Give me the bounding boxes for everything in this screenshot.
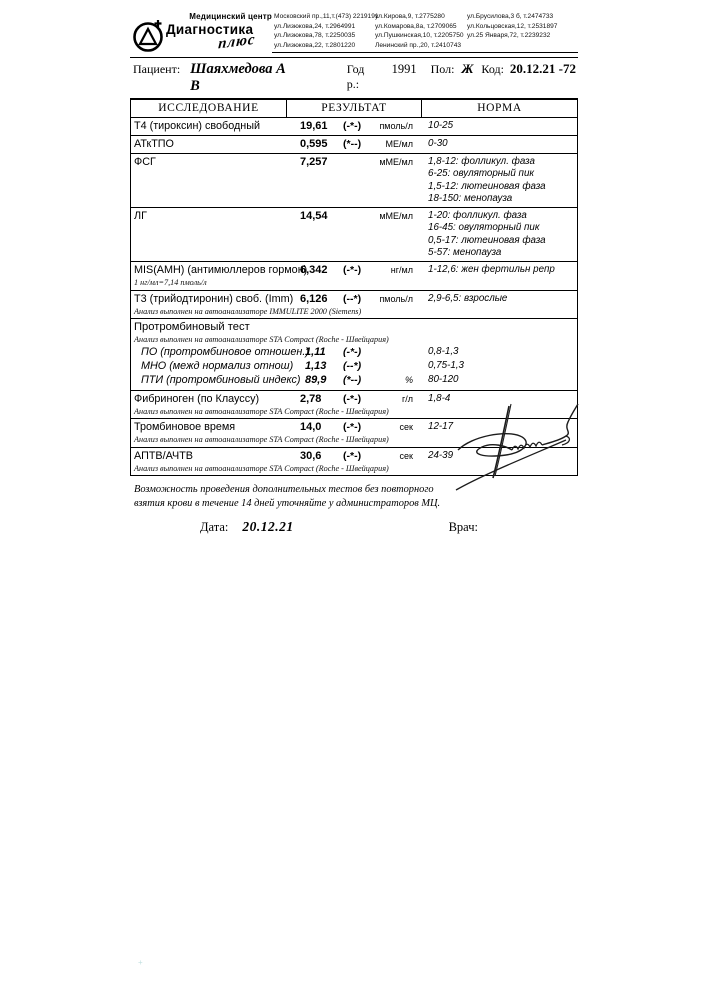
- results-table-header: [131, 100, 577, 118]
- patient-name: Шаяхмедова А В: [190, 61, 286, 94]
- norm-range: 5-57: менопауза: [428, 247, 502, 259]
- norm-range: 0,75-1,3: [428, 359, 464, 371]
- footer-notice-line1: Возможность проведения дополнительных тестов без повторного: [134, 484, 434, 496]
- norm-range: 1,5-12: лютеиновая фаза: [428, 180, 546, 192]
- table-row: [131, 208, 577, 262]
- norm-range: 1-20: фолликул. фаза: [428, 210, 527, 222]
- birth-year-label: Год р.:: [346, 62, 365, 91]
- result-value: 1,13: [305, 359, 327, 372]
- result-indicator: (-*-): [343, 449, 362, 462]
- norm-range: 6-25: овуляторный пик: [428, 168, 535, 180]
- test-name: МНО (межд нормализ отнош): [141, 359, 294, 372]
- clinic-address: ул.Лизюкова,78, т.2250035: [274, 32, 356, 39]
- norm-ranges: [413, 293, 574, 305]
- test-group-name: Протромбиновый тест: [134, 321, 250, 334]
- result-unit: пмоль/л: [379, 293, 413, 304]
- clinic-address: ул.Брусилова,3 б, т.2474733: [467, 13, 554, 20]
- test-name: ЛГ: [134, 210, 147, 223]
- result-indicator: (-*-): [343, 392, 362, 405]
- result-unit: мМЕ/мл: [379, 157, 413, 167]
- result-unit: мМЕ/мл: [379, 211, 413, 222]
- norm-ranges: [413, 346, 574, 358]
- clinic-logo-icon: [132, 16, 168, 54]
- table-row: [131, 136, 577, 154]
- date-value: 20.12.21: [242, 519, 294, 535]
- analyzer-note: Анализ выполнен на автоанализаторе STA Compact (Roche - Швейцария): [134, 435, 389, 445]
- test-name: Т4 (тироксин) свободный: [134, 120, 261, 132]
- result-value: 14,0: [300, 421, 322, 434]
- clinic-address: ул.Лизюкова,24, т.2964991: [274, 22, 356, 30]
- test-line: [134, 346, 574, 359]
- norm-ranges: [413, 210, 574, 259]
- table-row: [131, 154, 577, 208]
- norm-range: 0-30: [428, 138, 448, 149]
- test-line: [134, 374, 574, 387]
- result-unit: нг/мл: [390, 265, 413, 276]
- patient-row: [130, 58, 578, 98]
- sex-value: Ж: [461, 61, 474, 76]
- result-indicator: (-*-): [343, 421, 362, 434]
- result-unit: сек: [399, 450, 413, 461]
- report-content: [130, 10, 578, 535]
- test-name: ПТИ (протромбиновый индекс): [141, 373, 301, 386]
- test-name: Фибриноген (по Клауссу): [134, 392, 260, 405]
- stray-scan-mark: +: [138, 958, 143, 967]
- table-row: [131, 319, 577, 391]
- result-unit: г/л: [401, 393, 413, 404]
- norm-range: 16-45: овуляторный пик: [428, 222, 540, 234]
- clinic-name: Диагностика: [166, 22, 254, 37]
- result-value: 0,595: [300, 138, 328, 150]
- result-value: 1,11: [305, 345, 326, 358]
- clinic-address: ул.Пушкинская,10, т.2205750: [375, 32, 464, 39]
- norm-ranges: [413, 374, 574, 386]
- result-value: 6,126: [300, 292, 328, 305]
- norm-ranges: [413, 120, 574, 132]
- test-line: [134, 293, 574, 306]
- result-indicator: (--*): [343, 292, 362, 305]
- birth-year-value: 1991: [391, 62, 417, 76]
- test-name: Тромбиновое время: [134, 421, 236, 434]
- clinic-address-grid: [274, 12, 578, 50]
- clinic-name-script: плюс: [217, 31, 257, 53]
- clinic-logo-text: [166, 12, 272, 53]
- test-line: [134, 210, 574, 259]
- analyzer-note: Анализ выполнен на автоанализаторе IMMULITE 2000 (Siemens): [134, 306, 362, 316]
- table-row: [131, 262, 577, 291]
- clinic-address: [467, 41, 578, 51]
- analyzer-note: Анализ выполнен на автоанализаторе STA Compact (Roche - Швейцария): [134, 406, 389, 416]
- date-doctor-row: [130, 519, 578, 535]
- test-line: [134, 360, 574, 373]
- analyzer-note: Анализ выполнен на автоанализаторе STA Compact (Roche - Швейцария): [134, 463, 389, 473]
- norm-range: 24-39: [428, 449, 454, 461]
- norm-range: 1-12,6: жен фертильн репр: [428, 264, 555, 276]
- code-value: 20.12.21 -72: [509, 61, 576, 76]
- result-value: 6,342: [300, 264, 328, 277]
- clinic-address: ул.Комарова,8а, т.2709065: [375, 22, 457, 30]
- analyzer-note: Анализ выполнен на автоанализаторе STA Compact (Roche - Швейцария): [134, 335, 389, 345]
- result-value: 89,9: [305, 373, 327, 386]
- result-indicator: (--*): [343, 359, 362, 372]
- result-unit: МЕ/мл: [385, 139, 413, 149]
- norm-ranges: [413, 156, 574, 205]
- result-indicator: (-*-): [343, 264, 362, 277]
- date-label: Дата:: [200, 520, 229, 535]
- table-row: [131, 118, 577, 136]
- clinic-address: ул.Кольцовская,12, т.2531897: [467, 22, 558, 30]
- test-subrows: [134, 346, 574, 387]
- result-value: 2,78: [300, 392, 322, 405]
- norm-range: 1,8-12: фолликул. фаза: [428, 156, 535, 167]
- analyzer-note: 1 нг/мл=7,14 пмоль/л: [134, 278, 207, 288]
- norm-range: 18-150: менопауза: [428, 192, 513, 204]
- test-line: [134, 264, 574, 277]
- test-line: [134, 156, 574, 205]
- code-label: Код:: [481, 62, 504, 76]
- result-unit: пмоль/л: [379, 121, 413, 131]
- table-row: [131, 291, 577, 320]
- test-name: MIS(AMH) (антимюллеров гормон): [134, 264, 308, 277]
- clinic-address: ул.Лизюкова,22, т.2801220: [274, 41, 356, 49]
- test-name: АТкТПО: [134, 138, 174, 150]
- test-name: ПО (протромбиновое отношен.): [141, 345, 309, 358]
- norm-ranges: [413, 264, 574, 276]
- test-name: АПТВ/АЧТВ: [134, 449, 193, 462]
- test-name: Т3 (трийодтиронин) своб. (Imm): [134, 292, 294, 305]
- result-value: 30,6: [300, 449, 322, 462]
- result-value: 14,54: [300, 210, 328, 223]
- clinic-address: ул.25 Января,72, т.2239232: [467, 32, 551, 39]
- clinic-type-label: Медицинский центр: [189, 12, 272, 21]
- test-line: [134, 120, 574, 133]
- norm-ranges: [413, 138, 574, 150]
- result-unit: %: [404, 374, 413, 385]
- result-unit: сек: [399, 422, 413, 433]
- footer-notice-line2: взятия крови в течение 14 дней уточняйте у администраторов МЦ.: [134, 497, 441, 509]
- column-header-norm: НОРМА: [421, 100, 577, 117]
- norm-range: 80-120: [428, 373, 459, 385]
- result-value: 19,61: [300, 120, 328, 132]
- clinic-logo: [130, 10, 272, 54]
- result-indicator: (-*-): [343, 120, 362, 132]
- norm-ranges: [413, 360, 574, 372]
- doctor-signature: [454, 402, 584, 500]
- norm-range: 12-17: [428, 421, 454, 433]
- norm-range: 2,9-6,5: взрослые: [428, 292, 508, 304]
- test-line: [134, 138, 574, 151]
- test-name: ФСГ: [134, 156, 156, 168]
- column-header-test: ИССЛЕДОВАНИЕ: [158, 102, 259, 114]
- report-header: [130, 10, 578, 58]
- result-value: 7,257: [300, 156, 328, 168]
- doctor-label: Врач:: [448, 520, 478, 535]
- column-header-result: РЕЗУЛЬТАТ: [286, 100, 421, 117]
- clinic-addresses: [272, 10, 578, 53]
- result-indicator: (-*-): [343, 345, 362, 358]
- norm-range: 0,5-17: лютеиновая фаза: [428, 234, 546, 246]
- norm-range: 0,8-1,3: [428, 345, 459, 357]
- patient-label: Пациент:: [133, 62, 181, 76]
- result-indicator: (*--): [343, 373, 362, 386]
- sex-label: Пол:: [430, 62, 455, 76]
- clinic-address: ул.Кирова,9, т.2775280: [375, 13, 445, 20]
- clinic-address: Ленинский пр.,20, т.2410743: [375, 41, 462, 49]
- norm-range: 10-25: [428, 120, 454, 131]
- norm-range: 1,8-4: [428, 392, 451, 404]
- clinic-address: Московский пр.,11,т.(473) 2219191: [274, 13, 379, 20]
- result-indicator: (*--): [343, 138, 362, 150]
